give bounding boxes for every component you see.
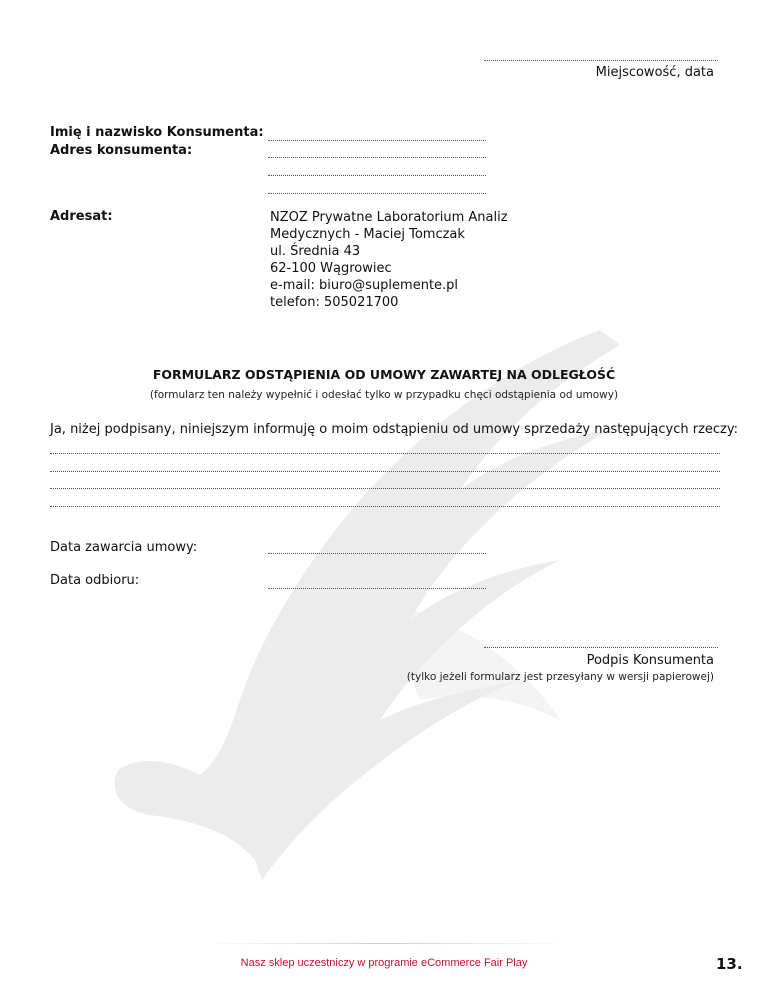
consumer-address-field-3[interactable] <box>268 193 486 194</box>
recipient-line: e-mail: biuro@suplemente.pl <box>270 278 459 293</box>
recipient-address-block <box>270 209 508 311</box>
consumer-address-label: Adres konsumenta: <box>50 143 193 158</box>
form-subtitle: (formularz ten należy wypełnić i odesłać tylko w przypadku chęci odstąpienia od umowy) <box>149 389 619 401</box>
items-field-2[interactable] <box>50 471 720 472</box>
recipient-line: ul. Średnia 43 <box>270 244 361 259</box>
contract-date-field[interactable] <box>268 553 486 554</box>
receipt-date-label: Data odbioru: <box>50 573 140 588</box>
contract-date-label: Data zawarcia umowy: <box>50 540 198 555</box>
recipient-label: Adresat: <box>50 209 113 224</box>
consumer-name-field[interactable] <box>268 140 486 141</box>
recipient-line: telefon: 505021700 <box>270 295 399 310</box>
page-number: 13. <box>716 955 743 973</box>
statement-text: Ja, niżej podpisany, niniejszym informuję o moim odstąpieniu od umowy sprzedaży następujących rzeczy: <box>50 422 738 437</box>
footer-divider <box>200 943 570 944</box>
receipt-date-field[interactable] <box>268 588 486 589</box>
consumer-address-field-1[interactable] <box>268 157 486 158</box>
signature-line[interactable] <box>484 647 718 648</box>
signature-label: Podpis Konsumenta <box>586 653 714 668</box>
signature-note: (tylko jeżeli formularz jest przesyłany w wersji papierowej) <box>406 671 714 683</box>
footer-text: Nasz sklep uczestniczy w programie eCommerce Fair Play <box>240 957 528 969</box>
place-date-line[interactable] <box>484 60 718 61</box>
place-date-label: Miejscowość, data <box>595 65 714 80</box>
items-field-3[interactable] <box>50 488 720 489</box>
form-title: FORMULARZ ODSTĄPIENIA OD UMOWY ZAWARTEJ NA ODLEGŁOŚĆ <box>152 367 616 382</box>
recipient-line: Medycznych - Maciej Tomczak <box>270 227 465 242</box>
items-field-4[interactable] <box>50 506 720 507</box>
items-field-1[interactable] <box>50 453 720 454</box>
recipient-line: NZOZ Prywatne Laboratorium Analiz <box>270 210 508 225</box>
recipient-line: 62-100 Wągrowiec <box>270 261 392 276</box>
consumer-address-field-2[interactable] <box>268 175 486 176</box>
consumer-name-label: Imię i nazwisko Konsumenta: <box>50 125 264 140</box>
